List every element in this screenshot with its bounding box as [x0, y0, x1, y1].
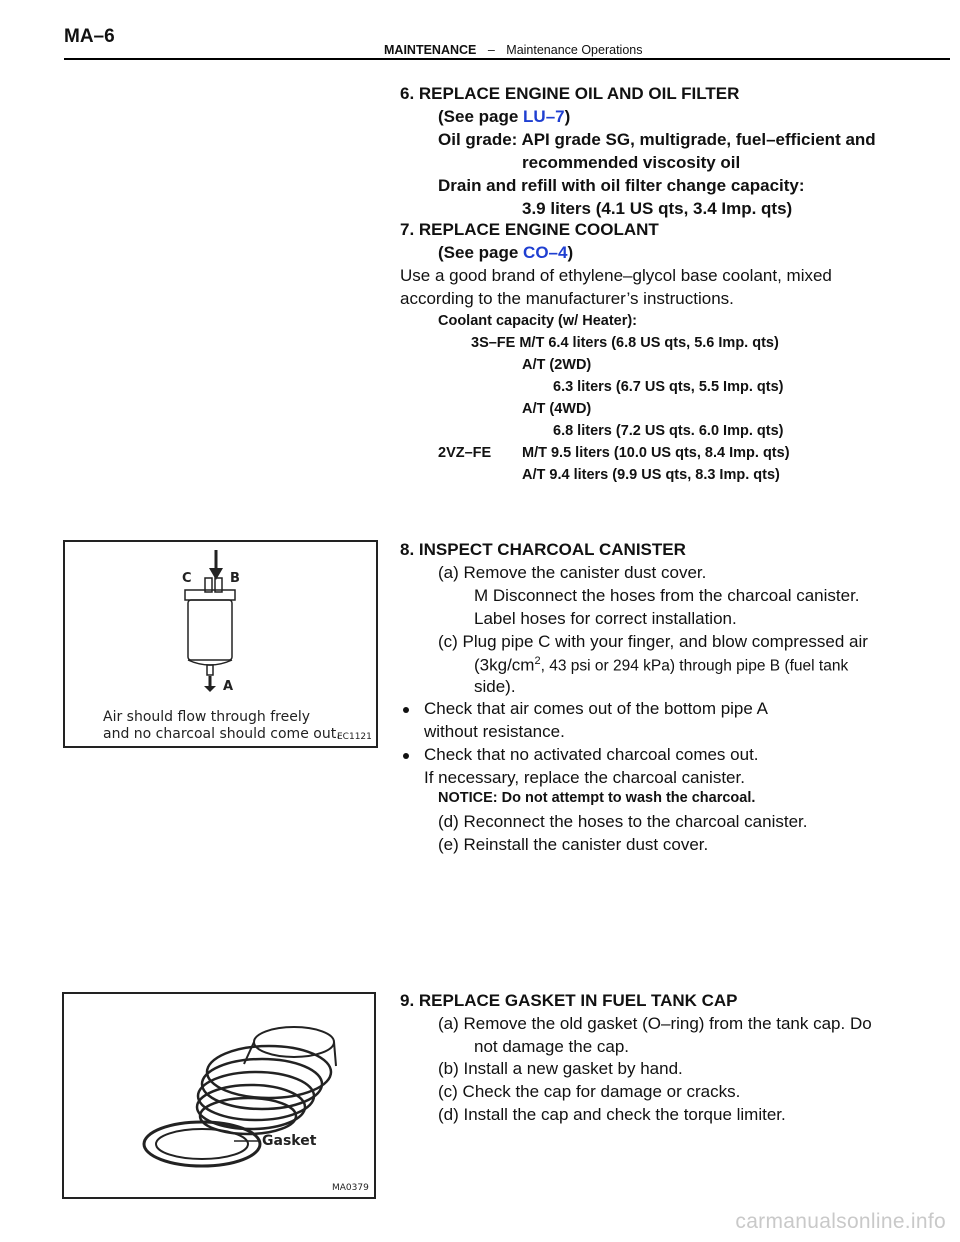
step8-c-line2: [474, 655, 848, 676]
canister-illustration: [65, 542, 376, 692]
c2-post: , 43 psi or 294 kPa) through pipe B (fuel tank: [540, 657, 849, 675]
step6-see-page: [438, 107, 570, 127]
step8-bullet2-line2: If necessary, replace the charcoal canister.: [424, 768, 745, 787]
step9-a-line1: (a) Remove the old gasket (O–ring) from the tank cap. Do: [438, 1014, 872, 1033]
c2-sup: 2: [534, 655, 541, 667]
step8-a: (a) Remove the canister dust cover.: [438, 563, 707, 582]
step8-bullet2-line1: Check that no activated charcoal comes out.: [424, 745, 759, 764]
step9-c: (c) Check the cap for damage or cracks.: [438, 1082, 741, 1101]
label-gasket: Gasket: [262, 1133, 317, 1149]
coolant-row-at-4wd-value: 6.8 liters (7.2 US qts. 6.0 Imp. qts): [553, 423, 784, 439]
coolant-row-2vzfe-mt: M/T 9.5 liters (10.0 US qts, 8.4 Imp. qts): [522, 445, 790, 461]
step6-title: 6. REPLACE ENGINE OIL AND OIL FILTER: [400, 84, 740, 103]
c2-pre: (3kg/cm: [474, 655, 535, 675]
header-dash: –: [487, 43, 495, 57]
step8-bullet1-line1: Check that air comes out of the bottom pipe A: [424, 699, 768, 718]
step9-title: 9. REPLACE GASKET IN FUEL TANK CAP: [400, 991, 738, 1010]
step8-b-line1: M Disconnect the hoses from the charcoal canister.: [474, 586, 860, 605]
step6-capacity-value: 3.9 liters (4.1 US qts, 3.4 Imp. qts): [522, 199, 793, 218]
link-lu7[interactable]: LU–7: [523, 107, 565, 126]
step8-bullet1-line2: without resistance.: [424, 722, 565, 741]
step8-d: (d) Reconnect the hoses to the charcoal canister.: [438, 812, 808, 831]
step9-d: (d) Install the cap and check the torque limiter.: [438, 1105, 786, 1124]
figure-charcoal-canister: [63, 540, 378, 748]
step6-oil-grade-cont: recommended viscosity oil: [522, 153, 741, 172]
see-prefix: (See page: [438, 243, 524, 262]
step7-title: 7. REPLACE ENGINE COOLANT: [400, 220, 659, 239]
page-id: MA–6: [64, 26, 115, 47]
coolant-row-2vzfe-engine: 2VZ–FE: [438, 445, 492, 461]
step8-c-line1: (c) Plug pipe C with your finger, and blow compressed air: [438, 632, 868, 651]
see-prefix: (See page: [438, 107, 524, 126]
figure2-code: MA0379: [332, 1183, 369, 1193]
header-rule: [64, 58, 950, 60]
bullet-dot-1: [403, 707, 409, 713]
figure1-caption-line2: and no charcoal should come out.: [103, 726, 341, 742]
fuel-cap-illustration: [64, 994, 374, 1197]
watermark: carmanualsonline.info: [735, 1210, 946, 1233]
bullet-dot-2: [403, 753, 409, 759]
coolant-row-2vzfe-at: A/T 9.4 liters (9.9 US qts, 8.3 Imp. qts): [522, 467, 780, 483]
header-breadcrumb: [384, 43, 642, 57]
coolant-row-at-2wd: A/T (2WD): [522, 357, 592, 373]
step8-title: 8. INSPECT CHARCOAL CANISTER: [400, 540, 686, 559]
step8-e: (e) Reinstall the canister dust cover.: [438, 835, 709, 854]
step9-b: (b) Install a new gasket by hand.: [438, 1059, 683, 1078]
step8-notice: NOTICE: Do not attempt to wash the charcoal.: [438, 790, 756, 806]
figure-fuel-tank-cap: [62, 992, 376, 1199]
step7-see-page: [438, 243, 573, 263]
step8-b-line2: Label hoses for correct installation.: [474, 609, 737, 628]
coolant-row-3sfe-mt: 3S–FE M/T 6.4 liters (6.8 US qts, 5.6 Imp. qts): [471, 335, 779, 351]
coolant-row-at-2wd-value: 6.3 liters (6.7 US qts, 5.5 Imp. qts): [553, 379, 784, 395]
step7-body-line2: according to the manufacturer’s instructions.: [400, 289, 734, 308]
step6-capacity: Drain and refill with oil filter change capacity:: [438, 176, 805, 195]
step8-c-line3: side).: [474, 677, 516, 696]
see-suffix: ): [564, 107, 571, 126]
step6-oil-grade: Oil grade: API grade SG, multigrade, fuel–efficient and: [438, 130, 876, 149]
coolant-row-at-4wd: A/T (4WD): [522, 401, 592, 417]
label-pipe-a: A: [223, 679, 234, 694]
coolant-capacity-heading: Coolant capacity (w/ Heater):: [438, 313, 638, 329]
link-co4[interactable]: CO–4: [523, 243, 568, 262]
figure1-code: EC1121: [337, 732, 372, 742]
see-suffix: ): [567, 243, 574, 262]
step9-a-line2: not damage the cap.: [474, 1037, 630, 1056]
label-pipe-b: B: [230, 571, 240, 586]
header-section: MAINTENANCE: [384, 43, 477, 57]
figure1-caption-line1: Air should flow through freely: [103, 709, 311, 725]
label-pipe-c: C: [182, 571, 192, 586]
header-subsection: Maintenance Operations: [506, 43, 643, 57]
step7-body-line1: Use a good brand of ethylene–glycol base coolant, mixed: [400, 266, 832, 285]
